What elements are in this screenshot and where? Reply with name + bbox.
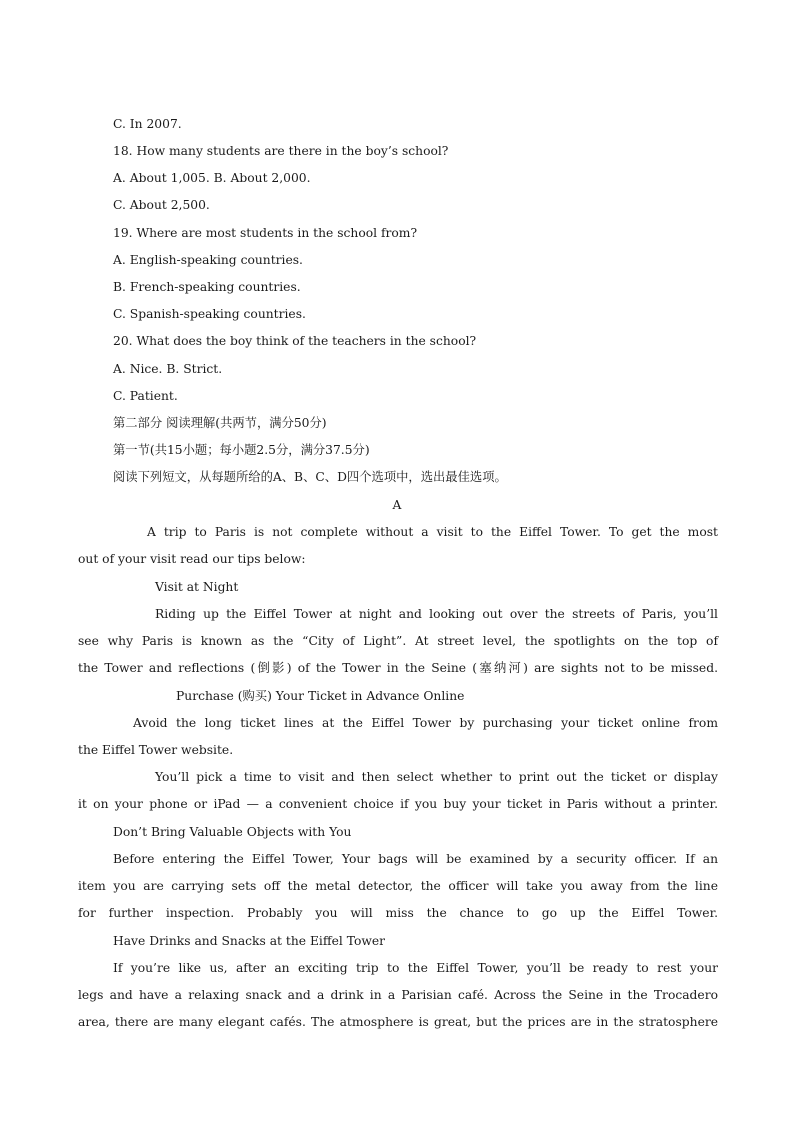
tip1-line1: Riding up the Eiffel Tower at night and looking out over the streets of Paris, you’ll [155,607,718,621]
tip2-line2: the Eiffel Tower website. [78,743,234,757]
q18-options-ab: A. About 1,005. B. About 2,000. [113,171,311,185]
tip2-line1: Avoid the long ticket lines at the Eiffel Tower by purchasing your ticket online from [133,716,718,730]
tip2b-line2: it on your phone or iPad — a convenient choice if you buy your ticket in Paris without a printer. [78,797,718,811]
q18-stem: 18. How many students are there in the boy’s school? [113,144,449,158]
tip-heading-valuables: Don’t Bring Valuable Objects with You [113,825,352,839]
tip-heading-visit-night: Visit at Night [155,580,239,594]
tip4-line2: legs and have a relaxing snack and a drink in a Parisian café. Across the Seine in the Trocadero [78,988,718,1002]
q18-option-c: C. About 2,500. [113,198,210,212]
q17-option-c: C. In 2007. [113,117,182,131]
section-heading-part2: 第二部分 阅读理解(共两节，满分50分) [113,416,327,430]
tip3-line1: Before entering the Eiffel Tower, Your bags will be examined by a security officer. If an [113,852,718,866]
q20-stem: 20. What does the boy think of the teachers in the school? [113,334,477,348]
passage-intro-line1: A trip to Paris is not complete without a visit to the Eiffel Tower. To get the most [147,525,718,539]
tip4-line1: If you’re like us, after an exciting trip to the Eiffel Tower, you’ll be ready to rest your [113,961,718,975]
tip4-line3: area, there are many elegant cafés. The atmosphere is great, but the prices are in the stratosphere [78,1015,718,1029]
tip3-line2: item you are carrying sets off the metal detector, the officer will take you away from the line [78,879,718,893]
passage-intro-line2: out of your visit read our tips below: [78,552,306,566]
passage-label: A [392,498,402,512]
q19-option-b: B. French-speaking countries. [113,280,301,294]
section-heading-sec1: 第一节(共15小题；每小题2.5分，满分37.5分) [113,443,370,457]
q19-option-c: C. Spanish-speaking countries. [113,307,306,321]
q19-option-a: A. English-speaking countries. [113,253,303,267]
tip1-line3: the Tower and reflections (倒影) of the Tower in the Seine (塞纳河) are sights not to be missed. [78,661,718,675]
q20-options-ab: A. Nice. B. Strict. [113,362,223,376]
tip1-line2: see why Paris is known as the “City of Light”. At street level, the spotlights on the top of [78,634,718,648]
tip2b-line1: You’ll pick a time to visit and then select whether to print out the ticket or display [155,770,718,784]
q19-stem: 19. Where are most students in the school from? [113,226,418,240]
tip-heading-drinks: Have Drinks and Snacks at the Eiffel Tower [113,934,386,948]
tip-heading-purchase: Purchase (购买) Your Ticket in Advance Online [176,689,465,703]
section-instruction: 阅读下列短文，从每题所给的A、B、C、D四个选项中，选出最佳选项。 [113,470,507,484]
tip3-line3: for further inspection. Probably you will miss the chance to go up the Eiffel Tower. [78,906,718,920]
q20-option-c: C. Patient. [113,389,178,403]
